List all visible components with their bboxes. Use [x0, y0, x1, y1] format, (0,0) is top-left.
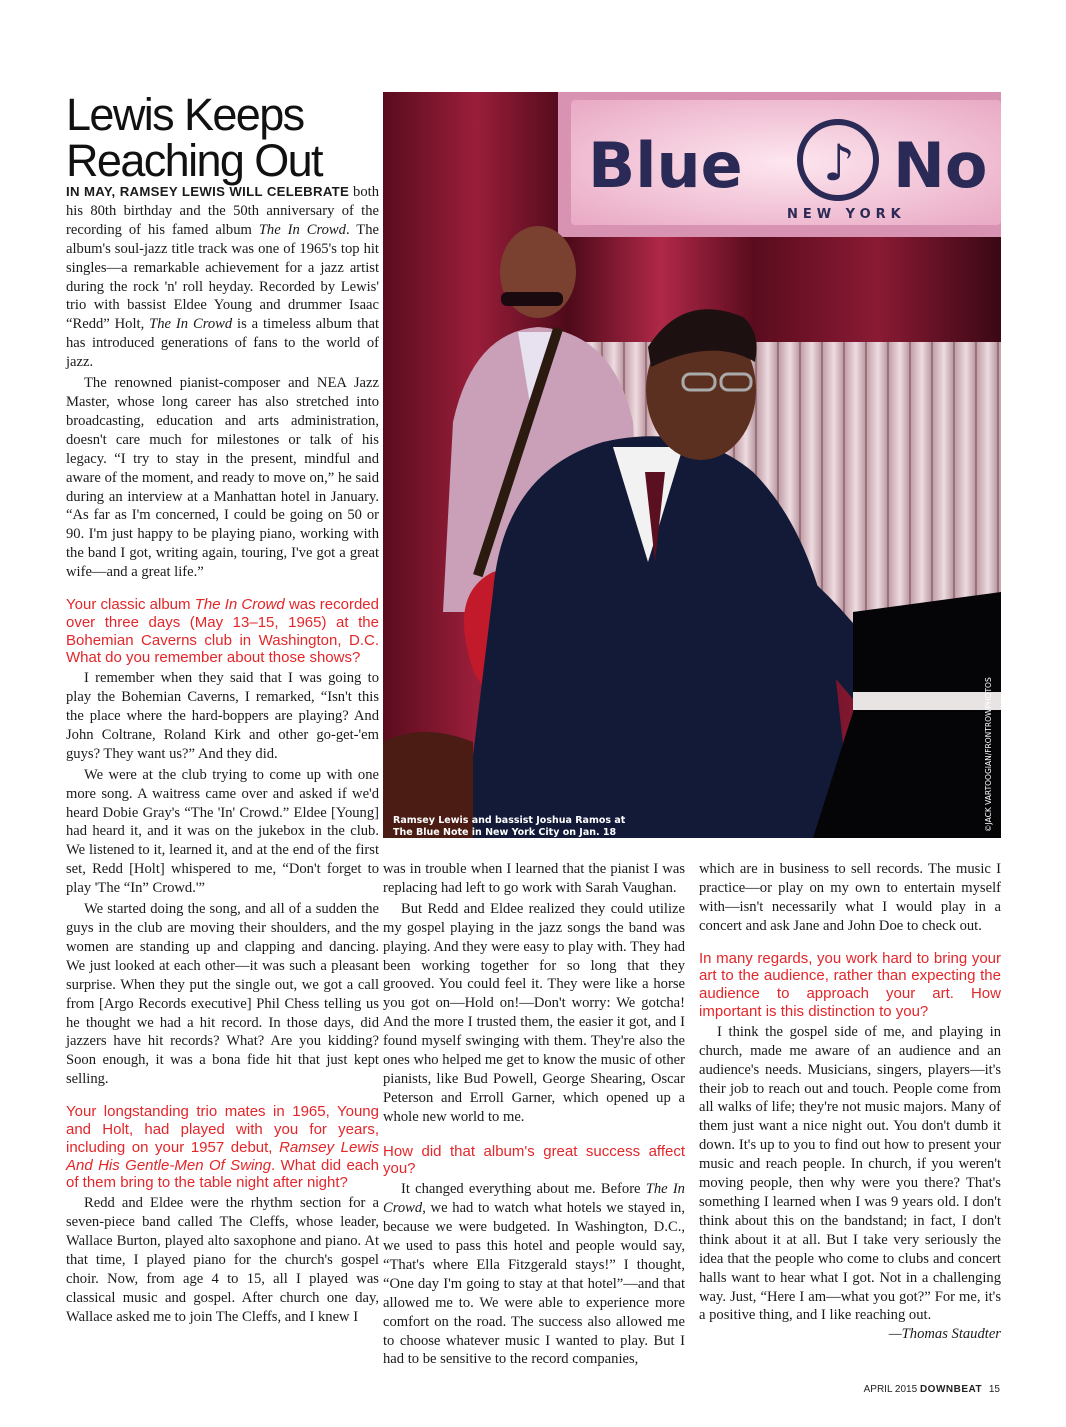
question-heading: How did that album's great success affect you?	[383, 1142, 685, 1178]
lead-caps: IN MAY, RAMSEY LEWIS WILL CELEBRATE	[66, 184, 350, 199]
column-3	[699, 860, 1001, 1344]
paragraph: was in trouble when I learned that the pianist I was replacing had left to go work with Sarah Vaughan.	[383, 861, 685, 896]
column-1	[66, 183, 379, 1326]
paragraph: The renowned pianist-composer and NEA Jazz Master, whose long career has also stretched into broadcasting, education and arts administration, doesn't care much for milestones or talk of his legacy. “I try to stay in the present, mindful and aware of the moment, and ready to move on,” he said during an interview at a Manhattan hotel in January. “As far as I'm concerned, I could be going on 50 or 90. I'm just happy to be playing piano, working with the band I got, writing again, touring, I've got a great wife—and a great life.”	[66, 375, 379, 581]
column-2	[383, 860, 685, 1369]
paragraph: But Redd and Eldee realized they could utilize my gospel playing in the jazz songs the band was playing. And they were easy to play with. They had been working together for so long that they grooved. You could feel it. They were like a horse you got on—Hold on!—Don't worry: We gotcha! And the more I trusted them, the easier it got, and I found myself swinging with them. They're also the ones who helped me get to know the music of other pianists, like Bud Powell, George Shearing, Oscar Peterson and Erroll Garner, which opened up a whole new world to me.	[383, 900, 685, 1125]
sign-word-note: No	[893, 129, 988, 202]
paragraph: We started doing the song, and all of a sudden the guys in the club are moving their shoulders, and the women are standing up and clapping and dancing. We just looked at each other—it was such a pleasant surprise. When they put the single out, we got a call from [Argo Records executive] Phil Chess telling us he thought we had a hit record. In those days, did jazzers have hit records? What? Are you kidding? Soon enough, it was a bona fide hit that just kept selling.	[66, 901, 379, 1088]
sign-city: NEW YORK	[787, 207, 906, 222]
paragraph: Redd and Eldee were the rhythm section for a seven-piece band called The Cleffs, whose leader, Wallace Burton, played alto saxophone and piano. At that time, I played piano for the church's gospel choir. Now, from age 4 to 15, all I played was classical music and gospel. After church one day, Wallace asked me to join The Cleffs, and I knew I	[66, 1195, 379, 1325]
page-number: 15	[988, 1384, 1000, 1395]
paragraph: which are in business to sell records. The music I practice—or play on my own to entertain myself with—isn't necessarily what I would play in a concert and ask Jane and John Doe to check out.	[699, 861, 1001, 934]
article-title: Lewis Keeps Reaching Out	[66, 89, 322, 186]
photo-credit: ©JACK VARTOOGIAN/FRONTROWPHOTOS	[984, 677, 993, 832]
author-signature: —Thomas Staudter	[888, 1326, 1001, 1343]
sign-word-blue: Blue	[588, 129, 743, 202]
music-note-icon: ♪	[823, 134, 855, 192]
photo-caption-line2: The Blue Note in New York City on Jan. 18	[393, 827, 617, 838]
page-footer	[864, 1384, 1000, 1395]
article-photo	[383, 92, 1001, 838]
magazine-name: DOWNBEAT	[919, 1384, 983, 1395]
photo-caption-line1: Ramsey Lewis and bassist Joshua Ramos at	[393, 815, 626, 826]
paragraph: I think the gospel side of me, and playing in church, made me aware of an audience and an audience's needs. Musicians, singers, players—it's their job to reach out and touch. People come from all walks of life; they're not music majors. Many of them just want a nice night out. You don't dumb it down. It's up to you to find out how to present your music and reach people. In church, if you weren't moving people, then why were you there? That's something I learned when I was 9 years old. I don't think about this on the bandstand; in fact, I don't think about it at all. But I take very seriously the idea that the people who come to clubs and concert halls want to hear what I got. Not in a challenging way. Just, “Here I am—what you got?” For me, it's a positive thing, and I like reaching out. —Thomas Staudter	[699, 1023, 1001, 1343]
photo-illustration	[383, 92, 1001, 838]
paragraph: It changed everything about me. Before The In Crowd, we had to watch what hotels we stayed in, because we were budgeted. In Washington, D.C., we used to pass this hotel and people would say, “That's where Ella Fitzgerald stays!” I thought, “One day I'm going to stay at that hotel”—and that allowed me to. We were able to experience more comfort on the road. The success also allowed me to choose whatever music I wanted to play. But I had to be sensitive to the record companies,	[383, 1181, 685, 1368]
intro-paragraph: IN MAY, RAMSEY LEWIS WILL CELEBRATE both his 80th birthday and the 50th anniversary of the recording of his famed album The In Crowd. The album's soul-jazz title track was one of 1965's top hit singles—a remarkable achievement for a jazz artist during the rock 'n' roll heyday. Recorded by Lewis' trio with bassist Eldee Young and drummer Isaac “Redd” Holt, The In Crowd is a timeless album that has introduced generations of fans to the world of jazz.	[66, 184, 380, 371]
paragraph: We were at the club trying to come up with one more song. A waitress came over and asked if we'd heard Dobie Gray's “The 'In' Crowd.” Eldee [Young] had heard it, and it was on the jukebox in the club. We listened to it, learned it, and at the end of the first set, Redd [Holt] whispered to me, “Don't forget to play 'The “In” Crowd.'”	[66, 766, 379, 897]
question-heading: In many regards, you work hard to bring your art to the audience, rather than expecting the audience to approach your art. How important is this distinction to you?	[699, 949, 1001, 1021]
question-heading: Your longstanding trio mates in 1965, Young and Holt, had played with you for years, including on your 1957 debut, Ramsey Lewis And His Gentle-Men Of Swing. What did each of them bring to the table night after night?	[66, 1103, 380, 1192]
paragraph: I remember when they said that I was going to play the Bohemian Caverns, I remarked, “Isn't this the place where the hard-boppers are playing? And John Coltrane, Roland Kirk and other go-get-'em guys? They want us?” And they did.	[66, 670, 379, 762]
issue-date: APRIL 2015	[863, 1384, 918, 1395]
question-heading: Your classic album The In Crowd was recorded over three days (May 13–15, 1965) at the Bohemian Caverns club in Washington, D.C. What do you remember about those shows?	[66, 596, 379, 667]
